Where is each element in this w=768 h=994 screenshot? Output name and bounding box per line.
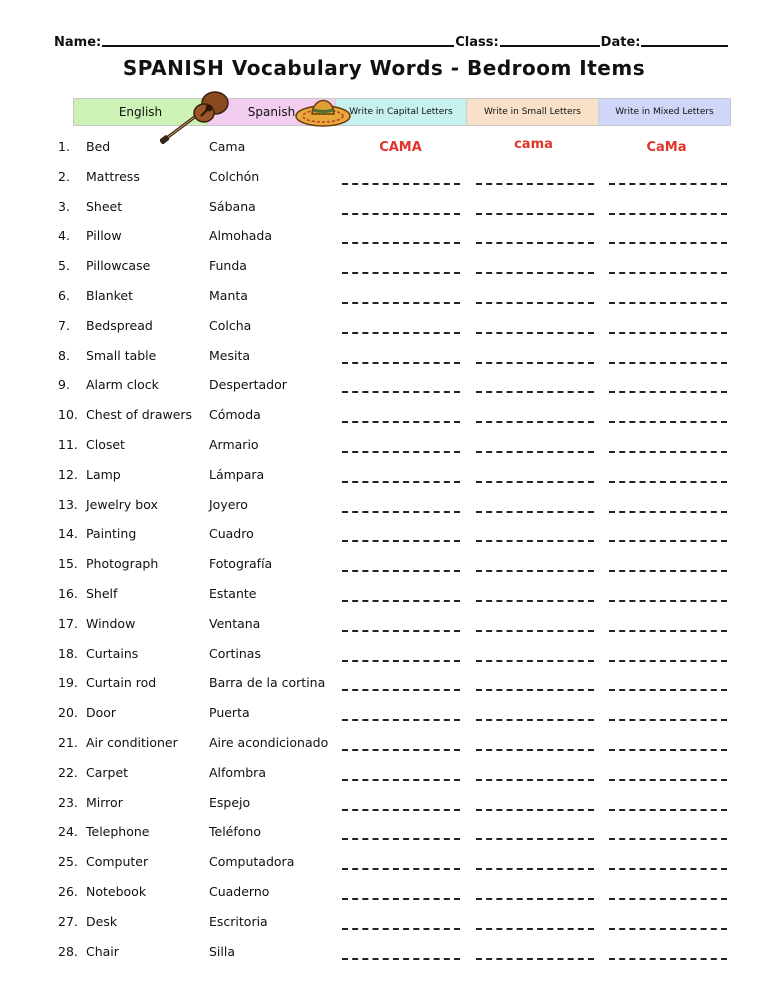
english-word: Computer [86,854,149,870]
table-row [0,638,768,668]
small-answer-line[interactable] [476,630,594,632]
capital-answer-line[interactable] [342,302,460,304]
spanish-word: Barra de la cortina [209,675,326,691]
english-word: Bedspread [86,317,153,333]
small-answer-line[interactable] [476,391,594,393]
item-number: 22. [58,764,78,780]
capital-answer-line[interactable] [342,511,460,513]
page-title: SPANISH Vocabulary Words - Bedroom Items [122,56,646,80]
spanish-word: Estante [209,585,257,601]
item-number: 4. [58,228,70,244]
spanish-word: Aire acondicionado [209,734,329,750]
item-number: 20. [58,705,78,721]
table-row [0,369,768,399]
spanish-word: Espejo [209,794,251,810]
english-word: Lamp [86,466,121,482]
mixed-answer-line[interactable] [609,481,727,483]
small-answer-line[interactable] [476,362,594,364]
column-header-capital: Write in Capital Letters [336,99,467,125]
mixed-answer-line[interactable] [609,809,727,811]
item-number: 1. [58,139,70,154]
spanish-word: Colcha [209,317,252,333]
table-row [0,816,768,846]
column-header-english: English [74,99,208,125]
english-word: Mattress [86,168,140,184]
name-blank [102,45,454,47]
table-row [0,399,768,429]
spanish-word: Almohada [209,228,273,244]
column-header-small: Write in Small Letters [467,99,599,125]
english-word: Air conditioner [86,734,178,750]
student-info-line [54,30,729,50]
small-answer-line[interactable] [476,958,594,960]
mixed-answer-line[interactable] [609,958,727,960]
mixed-answer-line[interactable] [609,779,727,781]
table-row [0,340,768,370]
item-number: 21. [58,734,78,750]
example-mixed: CaMa [646,140,687,155]
table-row [0,906,768,936]
capital-answer-line[interactable] [342,868,460,870]
item-number: 5. [58,258,70,274]
mixed-answer-line[interactable] [609,451,727,453]
small-answer-line[interactable] [476,302,594,304]
spanish-word: Armario [209,436,259,452]
spanish-word: Joyero [209,496,248,512]
mixed-answer-line[interactable] [609,898,727,900]
table-row [0,667,768,697]
mixed-answer-line[interactable] [609,183,727,185]
english-word: Shelf [86,585,118,601]
english-word: Chair [86,943,119,959]
item-number: 26. [58,883,78,899]
spanish-word: Cómoda [209,407,261,423]
spanish-word: Cuadro [209,526,254,542]
english-word: Curtains [86,645,139,661]
table-row [0,578,768,608]
vocabulary-list [0,131,768,965]
column-header-mixed: Write in Mixed Letters [599,99,730,125]
sombrero-icon [295,89,353,129]
item-number: 16. [58,585,78,601]
small-answer-line[interactable] [476,511,594,513]
mixed-answer-line[interactable] [609,719,727,721]
capital-answer-line[interactable] [342,600,460,602]
mixed-answer-line[interactable] [609,540,727,542]
item-number: 10. [58,407,78,423]
mixed-answer-line[interactable] [609,332,727,334]
spanish-word: Fotografía [209,556,273,572]
english-word: Mirror [86,794,123,810]
small-answer-line[interactable] [476,868,594,870]
capital-answer-line[interactable] [342,660,460,662]
mixed-answer-line[interactable] [609,749,727,751]
small-answer-line[interactable] [476,689,594,691]
capital-answer-line[interactable] [342,838,460,840]
table-row [0,757,768,787]
example-small: cama [514,137,553,152]
spanish-word: Cortinas [209,645,261,661]
table-row [0,310,768,340]
small-answer-line[interactable] [476,421,594,423]
english-word: Telephone [86,824,150,840]
spanish-word: Manta [209,287,248,303]
mixed-answer-line[interactable] [609,362,727,364]
english-word: Curtain rod [86,675,157,691]
table-row [0,280,768,310]
spanish-word: Silla [209,943,236,959]
table-row [0,608,768,638]
capital-answer-line[interactable] [342,362,460,364]
capital-answer-line[interactable] [342,958,460,960]
item-number: 28. [58,943,78,959]
item-number: 19. [58,675,78,691]
small-answer-line[interactable] [476,928,594,930]
table-row [0,548,768,578]
small-answer-line[interactable] [476,600,594,602]
capital-answer-line[interactable] [342,898,460,900]
item-number: 8. [58,347,70,363]
small-answer-line[interactable] [476,481,594,483]
capital-answer-line[interactable] [342,719,460,721]
small-answer-line[interactable] [476,183,594,185]
capital-answer-line[interactable] [342,928,460,930]
small-answer-line[interactable] [476,838,594,840]
spanish-word: Colchón [209,168,260,184]
mixed-answer-line[interactable] [609,630,727,632]
example-capital: CAMA [379,140,422,155]
spanish-word: Ventana [209,615,261,631]
mixed-answer-line[interactable] [609,391,727,393]
item-number: 9. [58,377,70,393]
mixed-answer-line[interactable] [609,213,727,215]
item-number: 24. [58,824,78,840]
table-row [0,846,768,876]
table-row [0,697,768,727]
spanish-word: Alfombra [209,764,266,780]
date-label: Date: [600,35,641,50]
mixed-answer-line[interactable] [609,838,727,840]
item-number: 14. [58,526,78,542]
small-answer-line[interactable] [476,540,594,542]
spanish-word: Sábana [209,198,256,214]
date-blank [641,45,728,47]
mixed-answer-line[interactable] [609,272,727,274]
capital-answer-line[interactable] [342,481,460,483]
spanish-word: Cuaderno [209,883,270,899]
capital-answer-line[interactable] [342,451,460,453]
table-row [0,220,768,250]
english-word: Painting [86,526,137,542]
item-number: 15. [58,556,78,572]
spanish-word: Computadora [209,854,295,870]
small-answer-line[interactable] [476,779,594,781]
spanish-word: Despertador [209,377,287,393]
capital-answer-line[interactable] [342,421,460,423]
table-row [0,131,768,161]
mixed-answer-line[interactable] [609,600,727,602]
item-number: 18. [58,645,78,661]
item-number: 12. [58,466,78,482]
capital-answer-line[interactable] [342,242,460,244]
item-number: 6. [58,287,70,303]
capital-answer-line[interactable] [342,689,460,691]
table-row [0,191,768,221]
item-number: 13. [58,496,78,512]
english-word: Desk [86,913,118,929]
english-word: Carpet [86,764,129,780]
mixed-answer-line[interactable] [609,660,727,662]
english-word: Closet [86,436,125,452]
small-answer-line[interactable] [476,898,594,900]
spanish-word: Puerta [209,705,250,721]
small-answer-line[interactable] [476,272,594,274]
spanish-word: Lámpara [209,466,265,482]
class-label: Class: [455,35,499,50]
mixed-answer-line[interactable] [609,570,727,572]
english-word: Window [86,615,136,631]
capital-answer-line[interactable] [342,213,460,215]
small-answer-line[interactable] [476,660,594,662]
capital-answer-line[interactable] [342,540,460,542]
capital-answer-line[interactable] [342,779,460,781]
english-word: Pillowcase [86,258,151,274]
english-word: Small table [86,347,157,363]
column-header-spanish: Spanish [208,99,336,125]
table-row [0,518,768,548]
mixed-answer-line[interactable] [609,868,727,870]
table-row [0,787,768,817]
capital-answer-line[interactable] [342,272,460,274]
english-word: Sheet [86,198,123,214]
small-answer-line[interactable] [476,213,594,215]
spanish-word: Funda [209,258,247,274]
item-number: 17. [58,615,78,631]
spanish-word: Cama [209,139,246,154]
table-row [0,161,768,191]
capital-answer-line[interactable] [342,183,460,185]
item-number: 11. [58,436,78,452]
english-word: Pillow [86,228,122,244]
table-row [0,429,768,459]
class-blank [500,45,600,47]
small-answer-line[interactable] [476,809,594,811]
small-answer-line[interactable] [476,719,594,721]
small-answer-line[interactable] [476,451,594,453]
small-answer-line[interactable] [476,242,594,244]
mixed-answer-line[interactable] [609,689,727,691]
capital-answer-line[interactable] [342,332,460,334]
item-number: 25. [58,854,78,870]
table-row [0,250,768,280]
table-row [0,489,768,519]
item-number: 23. [58,794,78,810]
english-word: Blanket [86,287,134,303]
mixed-answer-line[interactable] [609,302,727,304]
mixed-answer-line[interactable] [609,242,727,244]
item-number: 7. [58,317,70,333]
spanish-word: Escritoria [209,913,268,929]
english-word: Bed [86,139,111,154]
english-word: Alarm clock [86,377,159,393]
spanish-word: Mesita [209,347,251,363]
capital-answer-line[interactable] [342,630,460,632]
capital-answer-line[interactable] [342,391,460,393]
item-number: 27. [58,913,78,929]
small-answer-line[interactable] [476,749,594,751]
small-answer-line[interactable] [476,570,594,572]
table-row [0,459,768,489]
small-answer-line[interactable] [476,332,594,334]
english-word: Notebook [86,883,147,899]
english-word: Photograph [86,556,159,572]
mixed-answer-line[interactable] [609,928,727,930]
table-row [0,727,768,757]
english-word: Jewelry box [86,496,158,512]
mixed-answer-line[interactable] [609,421,727,423]
item-number: 2. [58,168,70,184]
capital-answer-line[interactable] [342,749,460,751]
mixed-answer-line[interactable] [609,511,727,513]
name-label: Name: [54,35,102,50]
table-row [0,876,768,906]
capital-answer-line[interactable] [342,570,460,572]
english-word: Door [86,705,117,721]
table-row [0,936,768,966]
english-word: Chest of drawers [86,407,193,423]
capital-answer-line[interactable] [342,809,460,811]
item-number: 3. [58,198,70,214]
spanish-word: Teléfono [209,824,261,840]
